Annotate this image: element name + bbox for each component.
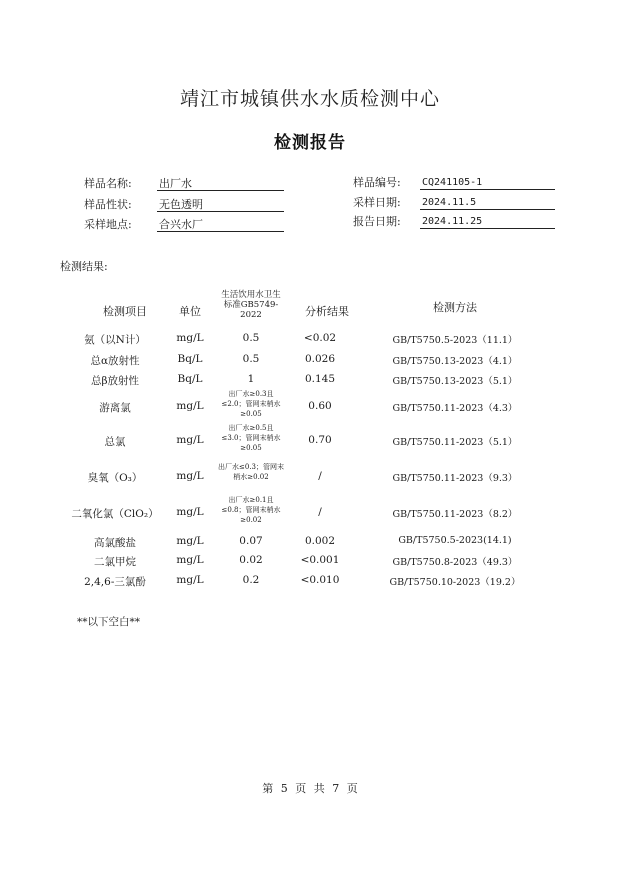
sample-number-label: 样品编号: xyxy=(353,176,401,189)
report-date-value: 2024.11.25 xyxy=(420,215,555,229)
cell-standard: 出厂水≥0.5且≤3.0；管网末梢水≥0.05 xyxy=(221,424,281,452)
cell-unit: mg/L xyxy=(176,400,204,412)
sample-name-field xyxy=(84,177,284,191)
cell-item: 总氯 xyxy=(104,436,126,448)
header-result: 分析结果 xyxy=(305,305,349,318)
cell-unit: mg/L xyxy=(176,506,204,518)
cell-item: 2,4,6-三氯酚 xyxy=(84,576,146,588)
cell-result: <0.02 xyxy=(303,332,337,344)
cell-unit: mg/L xyxy=(176,574,204,586)
cell-standard: 0.02 xyxy=(239,554,263,566)
cell-item: 氨（以N计） xyxy=(84,334,146,346)
report-date-label: 报告日期: xyxy=(353,215,401,228)
end-of-content-note: **以下空白** xyxy=(77,616,140,628)
cell-result: 0.70 xyxy=(308,434,332,446)
cell-item: 游离氯 xyxy=(99,402,131,414)
cell-method: GB/T5750.5-2023(14.1) xyxy=(398,535,512,546)
sampling-date-label: 采样日期: xyxy=(353,196,401,209)
cell-result: 0.026 xyxy=(304,353,336,365)
report-date-field xyxy=(353,215,555,229)
cell-standard: 出厂水≥0.3且≤2.0；管网末梢水≥0.05 xyxy=(221,390,281,418)
cell-method: GB/T5750.13-2023（4.1） xyxy=(392,356,518,367)
cell-unit: mg/L xyxy=(176,332,204,344)
sampling-site-value: 合兴水厂 xyxy=(157,218,284,232)
cell-standard: 0.5 xyxy=(242,353,260,365)
cell-method: GB/T5750.11-2023（9.3） xyxy=(392,473,518,484)
header-item: 检测项目 xyxy=(103,305,147,318)
cell-method: GB/T5750.11-2023（8.2） xyxy=(392,509,518,520)
sample-name-value: 出厂水 xyxy=(157,177,284,191)
cell-unit: mg/L xyxy=(176,535,204,547)
results-label: 检测结果: xyxy=(60,260,108,273)
cell-method: GB/T5750.5-2023（11.1） xyxy=(392,335,518,346)
cell-result: <0.001 xyxy=(300,554,340,566)
cell-standard: 0.5 xyxy=(242,332,260,344)
sampling-site-field xyxy=(84,218,284,232)
cell-method: GB/T5750.11-2023（5.1） xyxy=(392,437,518,448)
cell-standard: 出厂水≥0.1且≤0.8；管网末梢水≥0.02 xyxy=(221,496,281,524)
cell-standard: 出厂水≤0.3；管网末梢水≥0.02 xyxy=(218,463,284,481)
cell-standard: 0.07 xyxy=(239,535,263,547)
cell-result: 0.145 xyxy=(304,373,336,385)
sample-number-field xyxy=(353,176,555,190)
cell-item: 总β放射性 xyxy=(90,375,140,387)
sample-name-label: 样品名称: xyxy=(84,177,132,190)
cell-item: 二氯甲烷 xyxy=(94,556,136,568)
cell-standard: 0.2 xyxy=(242,574,260,586)
cell-result: <0.010 xyxy=(300,574,340,586)
cell-unit: mg/L xyxy=(176,554,204,566)
cell-unit: Bq/L xyxy=(177,373,203,385)
header-unit: 单位 xyxy=(179,305,201,318)
cell-unit: mg/L xyxy=(176,470,204,482)
cell-method: GB/T5750.11-2023（4.3） xyxy=(392,403,518,414)
cell-method: GB/T5750.8-2023（49.3） xyxy=(392,557,518,568)
organization-title: 靖江市城镇供水水质检测中心 xyxy=(179,88,440,110)
header-method: 检测方法 xyxy=(433,301,477,314)
cell-result: / xyxy=(318,506,322,518)
cell-item: 高氯酸盐 xyxy=(94,537,136,549)
cell-result: 0.60 xyxy=(308,400,332,412)
sample-property-value: 无色透明 xyxy=(157,198,284,212)
cell-method: GB/T5750.10-2023（19.2） xyxy=(389,577,521,588)
sample-property-label: 样品性状: xyxy=(84,198,132,211)
cell-result: / xyxy=(318,470,322,482)
cell-item: 总α放射性 xyxy=(90,355,140,367)
sampling-date-field xyxy=(353,196,555,210)
page-number: 第 5 页 共 7 页 xyxy=(262,782,358,795)
cell-result: 0.002 xyxy=(304,535,336,547)
cell-item: 二氧化氯（ClO₂） xyxy=(71,508,159,520)
sampling-site-label: 采样地点: xyxy=(84,218,132,231)
header-standard: 生活饮用水卫生标准GB5749-2022 xyxy=(221,290,281,320)
cell-standard: 1 xyxy=(247,373,255,385)
cell-method: GB/T5750.13-2023（5.1） xyxy=(392,376,518,387)
sampling-date-value: 2024.11.5 xyxy=(420,196,555,210)
cell-unit: Bq/L xyxy=(177,353,203,365)
sample-number-value: CQ241105-1 xyxy=(420,176,555,190)
report-title: 检测报告 xyxy=(274,133,346,153)
sample-property-field xyxy=(84,198,284,212)
cell-unit: mg/L xyxy=(176,434,204,446)
cell-item: 臭氧（O₃） xyxy=(87,472,143,484)
